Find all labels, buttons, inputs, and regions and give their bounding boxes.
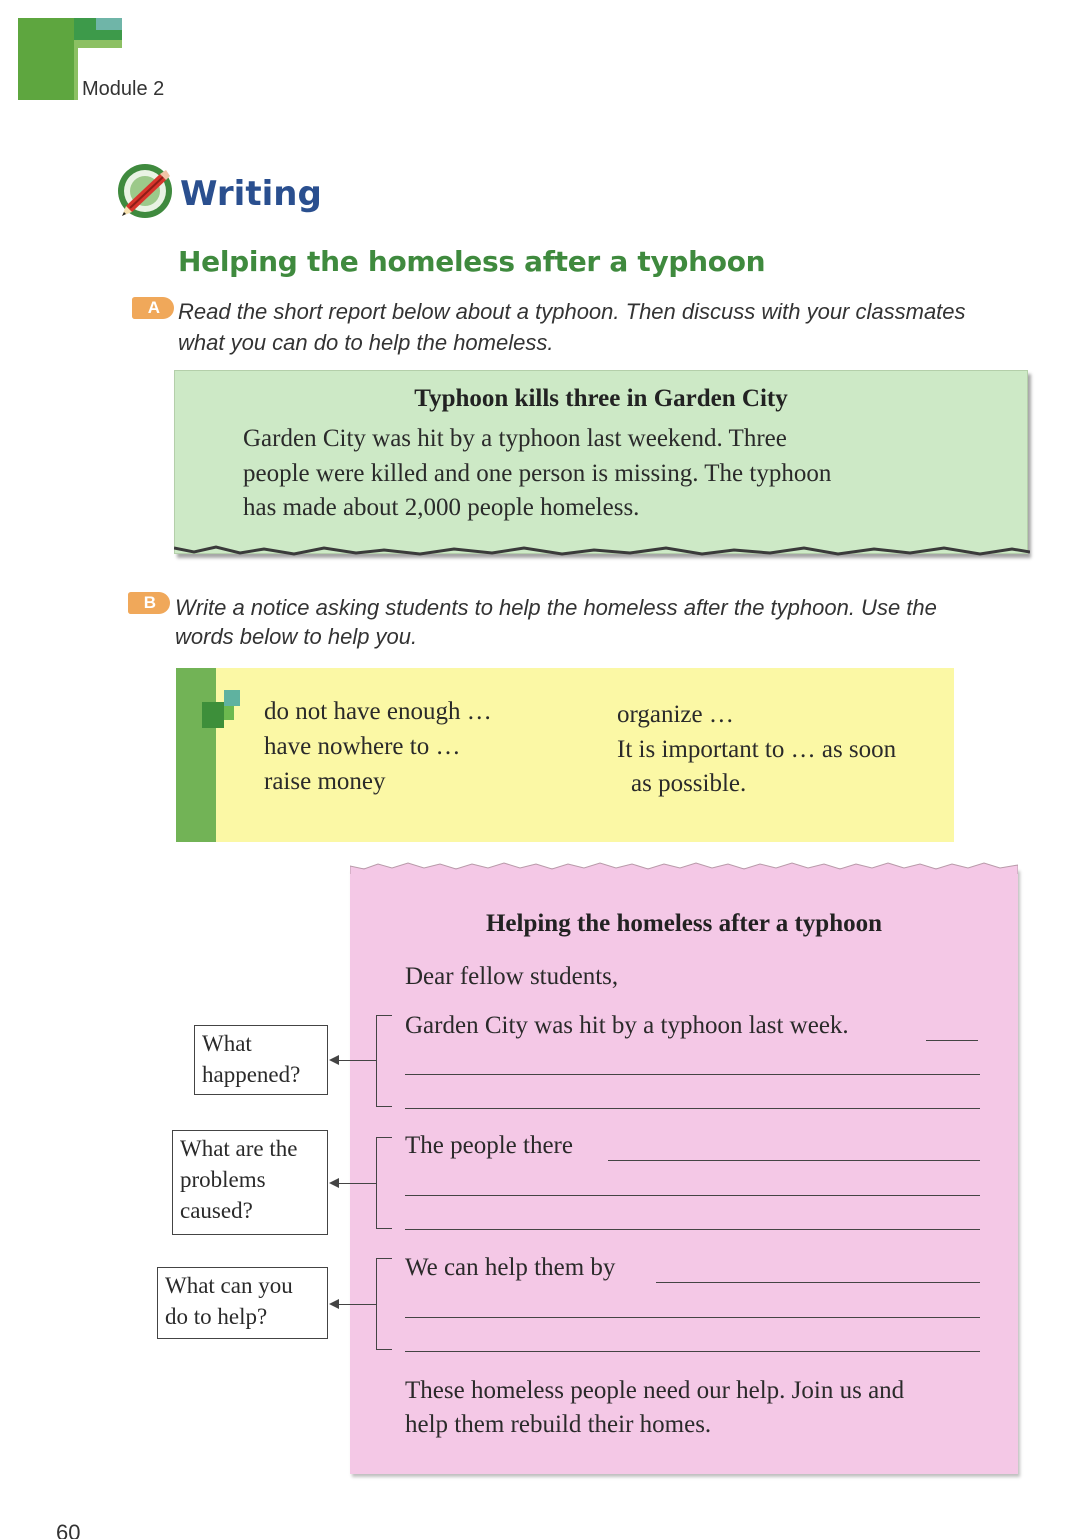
arrow-line bbox=[338, 1183, 376, 1184]
prompt-line: caused? bbox=[180, 1198, 253, 1223]
report-line: Garden City was hit by a typhoon last weekend. Three bbox=[243, 425, 787, 452]
word-phrase: raise money bbox=[264, 768, 386, 795]
word-phrase: do not have enough … bbox=[264, 698, 492, 725]
prompt-line: What are the bbox=[180, 1136, 298, 1161]
useful-words-box bbox=[176, 668, 954, 842]
pencil-icon bbox=[116, 162, 174, 220]
prompt-what-can-you-do bbox=[157, 1267, 328, 1339]
task-a-instruction-line1: Read the short report below about a typhoon. Then discuss with your classmates bbox=[178, 299, 966, 324]
word-phrase: have nowhere to … bbox=[264, 733, 461, 760]
arrow-line bbox=[338, 1304, 376, 1305]
answer-line[interactable] bbox=[405, 1229, 980, 1230]
notice-closing: help them rebuild their homes. bbox=[405, 1411, 712, 1438]
page-number: 60 bbox=[56, 1520, 81, 1539]
answer-line[interactable] bbox=[405, 1317, 980, 1318]
word-phrase: It is important to … as soon bbox=[617, 736, 897, 763]
section-title: Writing bbox=[180, 174, 322, 214]
bracket bbox=[376, 1258, 392, 1350]
torn-edge bbox=[174, 544, 1030, 562]
word-phrase: organize … bbox=[617, 701, 734, 728]
prompt-line: What bbox=[202, 1031, 252, 1056]
task-b-badge: B bbox=[128, 592, 170, 614]
report-line: people were killed and one person is missing. The typhoon bbox=[243, 460, 832, 487]
answer-line[interactable] bbox=[608, 1160, 980, 1161]
arrow-left-icon bbox=[329, 1055, 339, 1065]
answer-line[interactable] bbox=[656, 1282, 980, 1283]
answer-line[interactable] bbox=[405, 1074, 980, 1075]
task-a-instruction-line2: what you can do to help the homeless. bbox=[178, 330, 554, 355]
prompt-line: happened? bbox=[202, 1062, 301, 1087]
answer-line[interactable] bbox=[926, 1040, 978, 1041]
bracket bbox=[376, 1015, 392, 1107]
prompt-what-happened bbox=[194, 1025, 328, 1095]
report-headline: Typhoon kills three in Garden City bbox=[414, 385, 788, 412]
prompt-line: do to help? bbox=[165, 1304, 268, 1329]
notice-para-problems: The people there bbox=[405, 1132, 573, 1159]
answer-line[interactable] bbox=[405, 1108, 980, 1109]
prompt-problems-caused bbox=[172, 1130, 328, 1235]
notice-closing: These homeless people need our help. Join us and bbox=[405, 1377, 905, 1404]
notice-box bbox=[350, 868, 1018, 1474]
torn-edge bbox=[350, 860, 1018, 874]
module-label: Module 2 bbox=[82, 78, 165, 100]
report-line: has made about 2,000 people homeless. bbox=[243, 494, 640, 521]
arrow-left-icon bbox=[329, 1178, 339, 1188]
word-phrase: as possible. bbox=[631, 770, 747, 797]
arrow-left-icon bbox=[329, 1299, 339, 1309]
answer-line[interactable] bbox=[405, 1351, 980, 1352]
task-a-badge: A bbox=[132, 297, 174, 319]
notice-title: Helping the homeless after a typhoon bbox=[485, 910, 883, 937]
answer-line[interactable] bbox=[405, 1195, 980, 1196]
bracket bbox=[376, 1137, 392, 1229]
task-b-instruction-line2: words below to help you. bbox=[175, 624, 418, 649]
task-b-instruction-line1: Write a notice asking students to help the homeless after the typhoon. Use the bbox=[175, 595, 937, 620]
notice-greeting: Dear fellow students, bbox=[405, 963, 619, 990]
arrow-line bbox=[338, 1060, 376, 1061]
notice-para-help: We can help them by bbox=[405, 1254, 616, 1281]
section-subtitle: Helping the homeless after a typhoon bbox=[178, 245, 766, 278]
notice-para-what-happened: Garden City was hit by a typhoon last week. bbox=[405, 1012, 849, 1039]
prompt-line: problems bbox=[180, 1167, 266, 1192]
prompt-line: What can you bbox=[165, 1273, 293, 1298]
typhoon-report-box bbox=[174, 370, 1028, 554]
